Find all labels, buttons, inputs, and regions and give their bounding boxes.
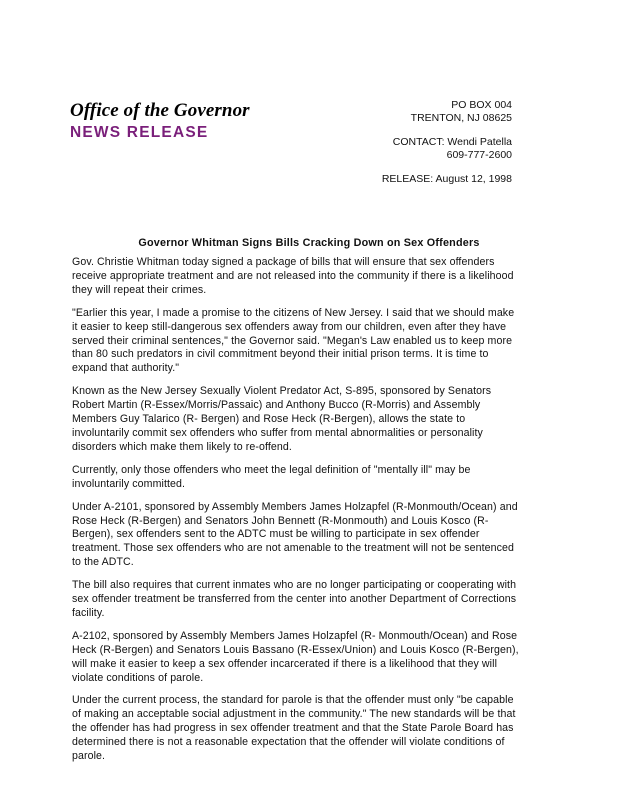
- paragraph: Under the current process, the standard for parole is that the offender must only "be capable of making an acceptable social adjustment in the community." The new standards will be that the offender has had progress in sex offender treatment and that the State Parole Board has determined there is not a reasonable expectation that the offender will violate conditions of parole.: [72, 694, 516, 763]
- paragraph: "Earlier this year, I made a promise to the citizens of New Jersey. I said that we should make it easier to keep still-dangerous sex offenders away from our children, even after they have served their criminal sentences," the Governor said. "Megan's Law enabled us to keep more than 80 such predators in civil commitment beyond their initial prison terms. It is time to expand that authority.": [72, 306, 515, 375]
- contact-name: CONTACT: Wendi Patella: [392, 136, 512, 148]
- paragraph: Under A-2101, sponsored by Assembly Members James Holzapfel (R-Monmouth/Ocean) and Rose Heck (R-Bergen) and Senators John Bennett (R-Monmouth) and Louis Kosco (R-Bergen), sex offenders sent to the ADTC must be willing to participate in sex offender treatment. Those sex offenders who are not amenable to the treatment will not be sentenced to the ADTC.: [72, 500, 518, 569]
- paragraph: A-2102, sponsored by Assembly Members James Holzapfel (R- Monmouth/Ocean) and Rose Heck (R-Bergen) and Senators Louis Bassano (R-Essex/Union) and Louis Kosco (R-Bergen), will make it easier to keep a sex offender incarcerated if there is a likelihood that they will violate conditions of parole.: [72, 629, 519, 684]
- news-release-label: NEWS RELEASE: [70, 124, 209, 141]
- po-box: PO BOX 004: [451, 99, 512, 111]
- release-date: RELEASE: August 12, 1998: [381, 173, 512, 185]
- article-body: [72, 256, 520, 773]
- office-title: Office of the Governor: [70, 100, 250, 121]
- contact-phone: 609-777-2600: [446, 149, 512, 161]
- paragraph: Gov. Christie Whitman today signed a package of bills that will ensure that sex offenders receive appropriate treatment and are not released into the community if there is a likelihood they will repeat their crimes.: [72, 256, 514, 296]
- city-address: TRENTON, NJ 08625: [410, 112, 512, 124]
- paragraph: Currently, only those offenders who meet the legal definition of "mentally ill" may be involuntarily committed.: [72, 463, 471, 490]
- paragraph: Known as the New Jersey Sexually Violent Predator Act, S-895, sponsored by Senators Robert Martin (R-Essex/Morris/Passaic) and Anthony Bucco (R-Morris) and Assembly Members Guy Talarico (R- Bergen) and Rose Heck (R-Bergen), allows the state to involuntarily commit sex offenders who suffer from mental abnormalities or personality disorders which make them likely to re-offend.: [72, 385, 492, 453]
- paragraph: The bill also requires that current inmates who are no longer participating or cooperating with sex offender treatment be transferred from the center into another Department of Corrections facility.: [72, 579, 517, 619]
- headline: Governor Whitman Signs Bills Cracking Down on Sex Offenders: [138, 237, 480, 249]
